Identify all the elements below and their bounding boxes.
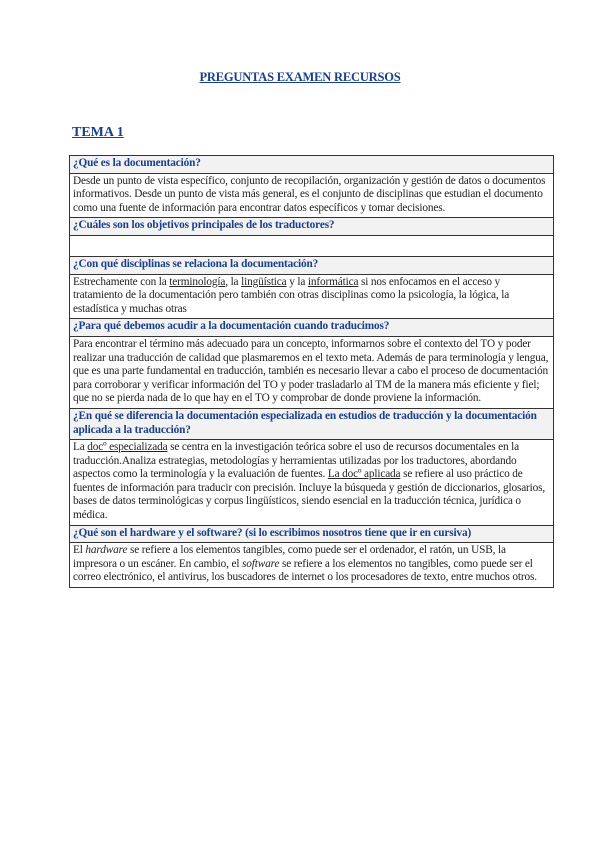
answer-text: y la (286, 275, 308, 288)
answer-cell: Para encontrar el término más adecuado para un concepto, informarnos sobre el contexto del TO y poder realizar una traducción de calidad que plasmaremos en el texto meta. Además de para terminología y lengua, que es una parte fundamental en traducción, también es necesario llevar a cabo el proceso de documentación para corroborar y verificar información del TO y poder trasladarlo al TM de la manera más eficiente y fiel; que no se pierda nada de lo que hay en el TO y comprobar de donde proviene la información. (70, 336, 554, 408)
term-terminologia: terminología (169, 275, 226, 288)
answer-cell (70, 440, 554, 526)
answer-cell: Desde un punto de vista específico, conjunto de recopilación, organización y gestión de datos o documentos informativos. Desde un punto de vista más general, es el conjunto de disciplinas que estudian el documento como una fuente de información para encontrar datos específicos y tomar decisiones. (70, 173, 554, 218)
term-informatica: informática (307, 275, 359, 288)
answer-text: , la (225, 275, 242, 288)
document-title: PREGUNTAS EXAMEN RECURSOS (199, 70, 401, 84)
answer-row (70, 543, 554, 588)
answer-row (70, 235, 554, 256)
term-hardware: hardware (85, 544, 128, 557)
section-heading: TEMA 1 (72, 125, 124, 140)
term-doc-aplicada: La docº aplicada (327, 468, 401, 481)
question-row (70, 408, 554, 439)
qa-table (69, 155, 554, 588)
answer-text: Estrechamente con la (73, 275, 170, 288)
answer-text: se refiere al uso práctico de fuentes de información para traducir con precisión. Incluye la búsqueda y gestión de diccionarios, glosarios, bases de datos terminológicas y corpus lingüísticos, siendo esencial en la traducción técnica, jurídica o médica. (73, 468, 546, 522)
answer-text: se centra en la investigación teórica sobre el uso de recursos documentales en la traducción.Analiza estrategias, metodologías y herramientas utilizadas por los traductores, abordando aspectos como la terminología y la evaluación de fuentes. (73, 441, 520, 481)
question-cell: ¿Con qué disciplinas se relaciona la documentación? (70, 256, 554, 274)
term-software: software (242, 557, 280, 570)
question-row (70, 256, 554, 274)
answer-row (70, 336, 554, 408)
answer-text: La (73, 441, 88, 454)
question-row (70, 525, 554, 543)
question-cell: ¿Qué son el hardware y el software? (si lo escribimos nosotros tiene que ir en cursiva) (70, 525, 554, 543)
term-doc-especializada: docº especializada (87, 441, 168, 454)
question-row (70, 319, 554, 337)
question-row (70, 156, 554, 174)
answer-text: se refiere a los elementos no tangibles, como puede ser el correo electrónico, el antivirus, los buscadores de internet o los procesadores de texto, entre muchos otros. (73, 557, 537, 584)
answer-row (70, 274, 554, 319)
question-cell: ¿Cuáles son los objetivos principales de los traductores? (70, 218, 554, 236)
answer-row (70, 173, 554, 218)
answer-row (70, 440, 554, 526)
answer-cell (70, 543, 554, 588)
question-row (70, 218, 554, 236)
question-cell: ¿Qué es la documentación? (70, 156, 554, 174)
term-linguistica: lingüística (241, 275, 287, 288)
answer-text: se refiere a los elementos tangibles, como puede ser el ordenador, el ratón, un USB, la impresora o un escáner. En cambio, el (73, 544, 506, 570)
question-cell: ¿En qué se diferencia la documentación especializada en estudios de traducción y la documentación aplicada a la traducción? (70, 408, 554, 439)
answer-text: El (73, 544, 86, 557)
answer-cell (70, 274, 554, 319)
answer-text: si nos enfocamos en el acceso y tratamiento de la documentación pero también con otras disciplinas como la psicología, la lógica, la estadística y muchas otras (73, 275, 510, 315)
question-cell: ¿Para qué debemos acudir a la documentación cuando traducimos? (70, 319, 554, 337)
answer-cell-empty (70, 235, 554, 256)
